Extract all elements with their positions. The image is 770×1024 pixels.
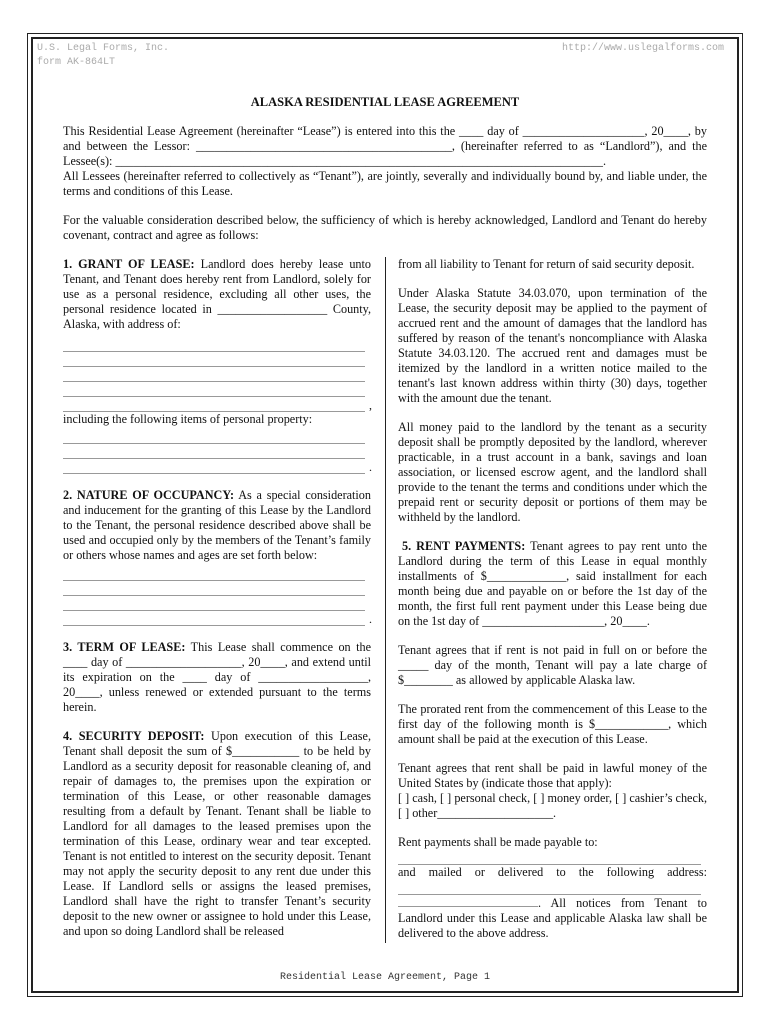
statute-paragraph: Under Alaska Statute 34.03.070, upon termination of the Lease, the security deposit may be applied to the payment of accrued rent and the amount of damages that the landlord has suffered by reason of the tenant's noncompliance with Alaska Statute 34.03.120. The accrued rent and damages must be itemized by the landlord in a written notice mailed to the tenant's last known address within thirty (30) days, together with the amount due the tenant.: [398, 286, 707, 405]
address-end-mark: ,: [369, 398, 372, 412]
address-line[interactable]: [63, 337, 365, 352]
property-line[interactable]: [63, 459, 372, 474]
intro-paragraph: This Residential Lease Agreement (hereinafter “Lease”) is entered into this the ____ day of ____________________, 20____, by and between the Lessor: __________________________________________, (hereinafter referred to as “Landlord”), and the Lessee(s): ________________________________________________________________________________.: [63, 124, 707, 168]
deposit-release-paragraph: from all liability to Tenant for return of said security deposit.: [398, 257, 695, 271]
right-column: [398, 257, 707, 941]
mailing-address-line[interactable]: [398, 880, 701, 895]
section-heading: 4. SECURITY DEPOSIT:: [63, 729, 205, 743]
form-number: form AK-864LT: [37, 57, 116, 68]
occupant-end-mark: .: [369, 612, 372, 626]
notices-text: . All notices from Tenant to Landlord under this Lease and applicable Alaska law shall be delivered to the above address.: [398, 896, 707, 940]
section-grant-of-lease: [63, 257, 371, 332]
consideration-paragraph: For the valuable consideration described below, the sufficiency of which is hereby acknowledged, Landlord and Tenant do hereby covenant, contract and agree as follows:: [63, 213, 707, 242]
payment-method-paragraph: Tenant agrees that rent shall be paid in lawful money of the United States by (indicate those that apply):: [398, 761, 707, 790]
section-nature-of-occupancy: [63, 488, 371, 563]
property-line[interactable]: [63, 429, 365, 444]
occupant-line[interactable]: [63, 566, 365, 581]
section-rent-payments: [398, 539, 707, 629]
section-heading: 2. NATURE OF OCCUPANCY:: [63, 488, 235, 502]
mailing-address-line-2[interactable]: [398, 895, 538, 907]
column-divider: [385, 257, 386, 943]
address-line[interactable]: [63, 367, 365, 382]
property-end-mark: .: [369, 460, 372, 474]
trust-account-paragraph: All money paid to the landlord by the tenant as a security deposit shall be promptly deposited by the landlord, wherever practicable, in a trust account in a bank, savings and loan association, or licensed escrow agent, and the landlord shall provide to the tenant the terms and conditions under which the prepaid rent or security deposit or portions of them may be withheld by the landlord.: [398, 420, 707, 524]
address-line[interactable]: [63, 382, 365, 397]
section-heading: 5. RENT PAYMENTS:: [402, 539, 526, 553]
left-column: [63, 257, 371, 953]
section-heading: 3. TERM OF LEASE:: [63, 640, 186, 654]
occupant-line[interactable]: [63, 596, 365, 611]
property-line[interactable]: [63, 444, 365, 459]
document-title: ALASKA RESIDENTIAL LEASE AGREEMENT: [250, 95, 520, 109]
occupant-line[interactable]: [63, 581, 365, 596]
late-charge-paragraph: Tenant agrees that if rent is not paid in full on or before the _____ day of the month, Tenant will pay a late charge of $________ as allowed by applicable Alaska law.: [398, 643, 707, 687]
publisher-url[interactable]: http://www.uslegalforms.com: [561, 43, 724, 54]
payment-method-options[interactable]: [ ] cash, [ ] personal check, [ ] money order, [ ] cashier’s check, [ ] other___________________.: [398, 791, 707, 820]
section-body: Tenant agrees to pay rent unto the Landlord during the term of this Lease in equal monthly installments of $_____________, said installment for each month being due and payable on or before the 1st day of the month, the first full rent payment under this Lease being due on the 1st day of ____________________, 20____.: [398, 539, 708, 628]
publisher-name: U.S. Legal Forms, Inc.: [37, 43, 170, 54]
lessees-paragraph: All Lessees (hereinafter referred to collectively as “Tenant”), are jointly, severally and individually bound by, and liable under, the terms and conditions of this Lease.: [63, 169, 707, 198]
payee-label: Rent payments shall be made payable to:: [398, 835, 598, 849]
section-term-of-lease: [63, 640, 371, 715]
address-line[interactable]: [63, 352, 365, 367]
section-body: Upon execution of this Lease, Tenant shall deposit the sum of $___________ to be held by Landlord as a security deposit for reasonable cleaning of, and repair of damages to, the premises upon the expiration or termination of this Lease, or other reasonable damages resulting from a default by Tenant. Tenant shall be liable to Landlord for all damages to the leased premises upon the termination of this Lease, ordinary wear and tear excepted. Tenant is not entitled to interest on the security deposit. Tenant may not apply the security deposit to any rent due under this Lease. If Landlord sells or assigns the leased premises, Landlord shall have the right to transfer Tenant’s security deposit to the new owner or assignee to hold under this Lease, and upon so doing Landlord shall be released: [63, 729, 371, 938]
notices-paragraph: [398, 895, 707, 941]
section-heading: 1. GRANT OF LEASE:: [63, 257, 195, 271]
section-security-deposit: [63, 729, 371, 939]
section-body: As a special consideration and inducement for the granting of this Lease by the Landlord to the Tenant, the personal residence described above shall be used and occupied only by the members of the Tenant’s family or others whose names and ages are set forth below:: [63, 488, 371, 562]
address-line[interactable]: [63, 397, 372, 412]
prorated-rent-paragraph: The prorated rent from the commencement of this Lease to the first day of the following month is $____________, which amount shall be paid at the execution of this Lease.: [398, 702, 707, 746]
payee-line[interactable]: [398, 850, 701, 865]
section-body: This Lease shall commence on the ____ day of ___________________, 20____, and extend until its expiration on the ____ day of __________________, 20____, unless renewed or extended pursuant to the terms herein.: [63, 640, 372, 714]
personal-property-label: including the following items of personal property:: [63, 412, 313, 426]
page-footer: Residential Lease Agreement, Page 1: [279, 972, 491, 983]
occupant-line[interactable]: [63, 611, 372, 626]
mailing-label: and mailed or delivered to the following address:: [398, 865, 707, 879]
publisher-header: [37, 42, 169, 70]
section-body: Landlord does hereby lease unto Tenant, and Tenant does hereby rent from Landlord, solely for use as a personal residence, excluding all other uses, the personal residence located in __________________ County, Alaska, with address of:: [63, 257, 372, 331]
